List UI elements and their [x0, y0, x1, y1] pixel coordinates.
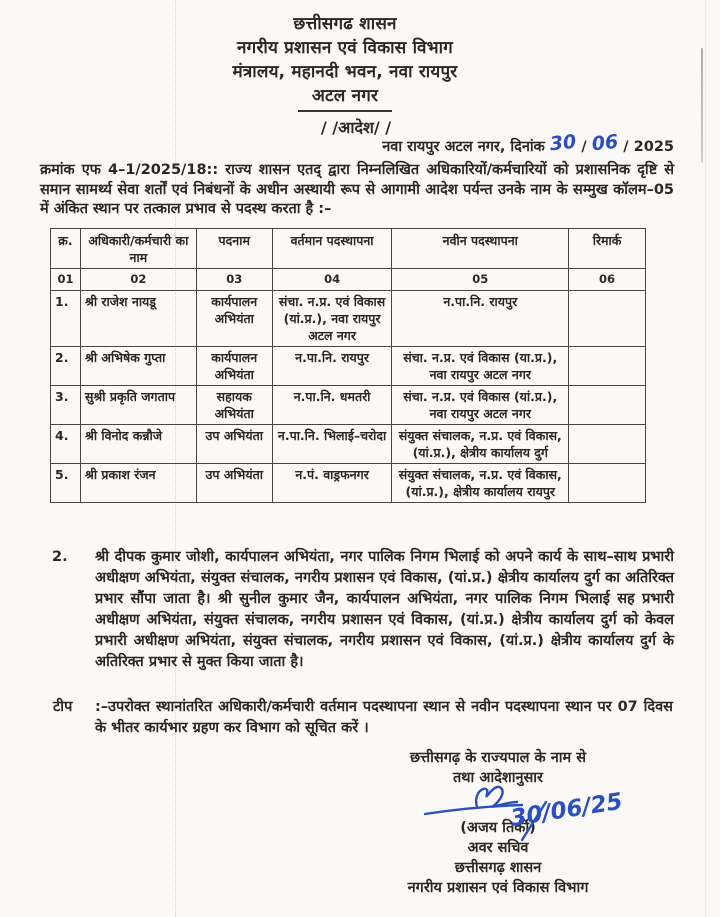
cell-remark: [569, 386, 646, 425]
cell-new-posting: संचा. न.प्र. एवं विकास (यां.प्र.), नवा रायपुर अटल नगर: [392, 386, 569, 425]
col-header-sn: क्र.: [51, 229, 81, 269]
col-number: 06: [569, 269, 646, 291]
department-name: नगरीय प्रशासन एवं विकास विभाग: [237, 38, 453, 58]
order-heading: / /आदेश/ /: [320, 118, 392, 137]
column-number-row: [51, 269, 646, 291]
cell-current-posting: संचा. न.प्र. एवं विकास (यां.प्र.), नवा रायपुर अटल नगर: [272, 291, 392, 347]
col-header-name: अधिकारी/कर्मचारी का नाम: [80, 229, 196, 269]
cell-officer-name: श्री प्रकाश रंजन: [80, 464, 196, 503]
cell-designation: उप अभियंता: [196, 464, 272, 503]
cell-officer-name: सुश्री प्रकृति जगताप: [80, 386, 196, 425]
cell-designation: उप अभियंता: [196, 425, 272, 464]
signatory-designation: अवर सचिव: [467, 840, 529, 856]
cell-remark: [569, 425, 646, 464]
cell-sn: 1.: [51, 291, 81, 347]
cell-designation: सहायक अभियंता: [196, 386, 272, 425]
govt-name: छत्तीसगढ शासन: [293, 14, 397, 34]
col-header-designation: पदनाम: [196, 229, 272, 269]
col-number: 02: [80, 269, 196, 291]
cell-sn: 5.: [51, 464, 81, 503]
cell-officer-name: श्री राजेश नायडू: [80, 291, 196, 347]
intro-text-2: में अंकित स्थान पर तत्काल प्रभाव से पदस्थ करता है :–: [40, 201, 332, 217]
col-header-new-posting: नवीन पदस्थापना: [392, 229, 569, 269]
col-header-remark: रिमार्क: [569, 229, 646, 269]
handwritten-signature-date: 30/06/25: [508, 788, 625, 832]
col-number: 03: [196, 269, 272, 291]
cell-current-posting: न.पा.नि. भिलाई–चरोदा: [272, 425, 392, 464]
paragraph-text: श्री दीपक कुमार जोशी, कार्यपालन अभियंता, नगर पालिक निगम भिलाई को अपने कार्य के साथ–साथ प्रभारी अधीक्षण अभियंता, संयुक्त संचालक, नगरीय प्रशासन एवं विकास, (यां.प्र.) क्षेत्रीय कार्यालय दुर्ग का अतिरिक्त प्रभार सौंपा जाता है। श्री सुनील कुमार जैन, कार्यपालन अभियंता, नगर पालिक निगम भिलाई सह प्रभारी अधीक्षण अभियंता, संयुक्त संचालक, नगरीय प्रशासन एवं विकास, (यां.प्र.) क्षेत्रीय कार्यालय दुर्ग को केवल प्रभारी अधीक्षण अभियंता, संयुक्त संचालक, नगरीय प्रशासन एवं विकास, (यां.प्र.) क्षेत्रीय कार्यालय दुर्ग के अतिरिक्त प्रभार से मुक्त किया जाता है।: [95, 549, 674, 670]
cell-new-posting: संचा. न.प्र. एवं विकास (या.प्र.), नवा रायपुर अटल नगर: [392, 347, 569, 386]
place-date-line: [382, 130, 674, 156]
signatory-org: छत्तीसगढ़ शासन: [454, 860, 542, 876]
signature-block: [360, 748, 636, 898]
signature-scribble-icon: [422, 778, 637, 848]
table-row: [51, 291, 646, 347]
note-label: टीप: [53, 699, 73, 715]
signatory-department: नगरीय प्रशासन एवं विकास विभाग: [407, 880, 589, 896]
date-separator-2: /: [623, 139, 629, 155]
cell-officer-name: श्री विनोद कन्नौजे: [80, 425, 196, 464]
handwritten-day: 30: [548, 130, 578, 156]
table-header-row: [51, 229, 646, 269]
intro-paragraph: [40, 161, 674, 220]
col-number: 04: [272, 269, 392, 291]
cell-designation: कार्यपालन अभियंता: [196, 347, 272, 386]
city-name: अटल नगर: [298, 84, 392, 112]
cell-new-posting: संयुक्त संचालक, न.प्र. एवं विकास, (यां.प्र.), क्षेत्रीय कार्यालय दुर्ग: [392, 425, 569, 464]
cell-current-posting: न.पा.नि. धमतरी: [272, 386, 392, 425]
cell-remark: [569, 291, 646, 347]
col-header-current-posting: वर्तमान पदस्थापना: [272, 229, 392, 269]
table-row: [51, 425, 646, 464]
as-ordered-line: तथा आदेशानुसार: [452, 770, 543, 786]
on-behalf-line: छत्तीसगढ़ के राज्यपाल के नाम से: [409, 750, 587, 766]
intro-text-1: राज्य शासन एतद् द्वारा निम्नलिखित अधिकारियों/कर्मचारियों को प्रशासनिक दृष्टि से समान सामर्थ्य सेवा शर्तों एवं निबंधनों के अधीन अस्थायी रूप से आगामी आदेश पर्यन्त उनके नाम के सम्मुख: [40, 162, 674, 198]
cell-current-posting: न.पा.नि. रायपुर: [272, 347, 392, 386]
table-row: [51, 347, 646, 386]
col-number: 01: [51, 269, 81, 291]
additional-charge-paragraph: [52, 547, 674, 673]
col-number: 05: [392, 269, 569, 291]
table-row: [51, 386, 646, 425]
cell-designation: कार्यपालन अभियंता: [196, 291, 272, 347]
date-separator: /: [581, 139, 587, 155]
cell-sn: 2.: [51, 347, 81, 386]
cell-current-posting: न.पं. वाड्रफनगर: [272, 464, 392, 503]
transfer-table: [50, 228, 646, 503]
paragraph-number: 2.: [52, 549, 68, 565]
reference-number: क्रमांक एफ 4–1/2025/18::: [40, 162, 219, 178]
note-text: :–उपरोक्त स्थानांतरित अधिकारी/कर्मचारी वर्तमान पदस्थापना स्थान से नवीन पदस्थापना स्थान पर 07 दिवस के भीतर कार्यभार ग्रहण कर विभाग को सूचित करें ।: [95, 699, 673, 736]
cell-officer-name: श्री अभिषेक गुप्ता: [80, 347, 196, 386]
letterhead: [0, 12, 690, 112]
cell-sn: 4.: [51, 425, 81, 464]
table-row: [51, 464, 646, 503]
printed-year: 2025: [633, 139, 674, 155]
column-05-emphasis: कॉलम–05: [613, 181, 674, 198]
cell-sn: 3.: [51, 386, 81, 425]
ministry-address: मंत्रालय, महानदी भवन, नवा रायपुर: [232, 62, 458, 82]
scan-edge-artifact: [701, 48, 703, 163]
cell-remark: [569, 464, 646, 503]
place-date-prefix: नवा रायपुर अटल नगर, दिनांक: [382, 139, 545, 155]
cell-new-posting: न.पा.नि. रायपुर: [392, 291, 569, 347]
cell-new-posting: संयुक्त संचालक, न.प्र. एवं विकास, (यां.प्र.), क्षेत्रीय कार्यालय रायपुर: [392, 464, 569, 503]
note-paragraph: [53, 697, 673, 739]
handwritten-month: 06: [590, 130, 620, 156]
cell-remark: [569, 347, 646, 386]
signatory-name: (अजय तिर्की): [460, 820, 536, 836]
